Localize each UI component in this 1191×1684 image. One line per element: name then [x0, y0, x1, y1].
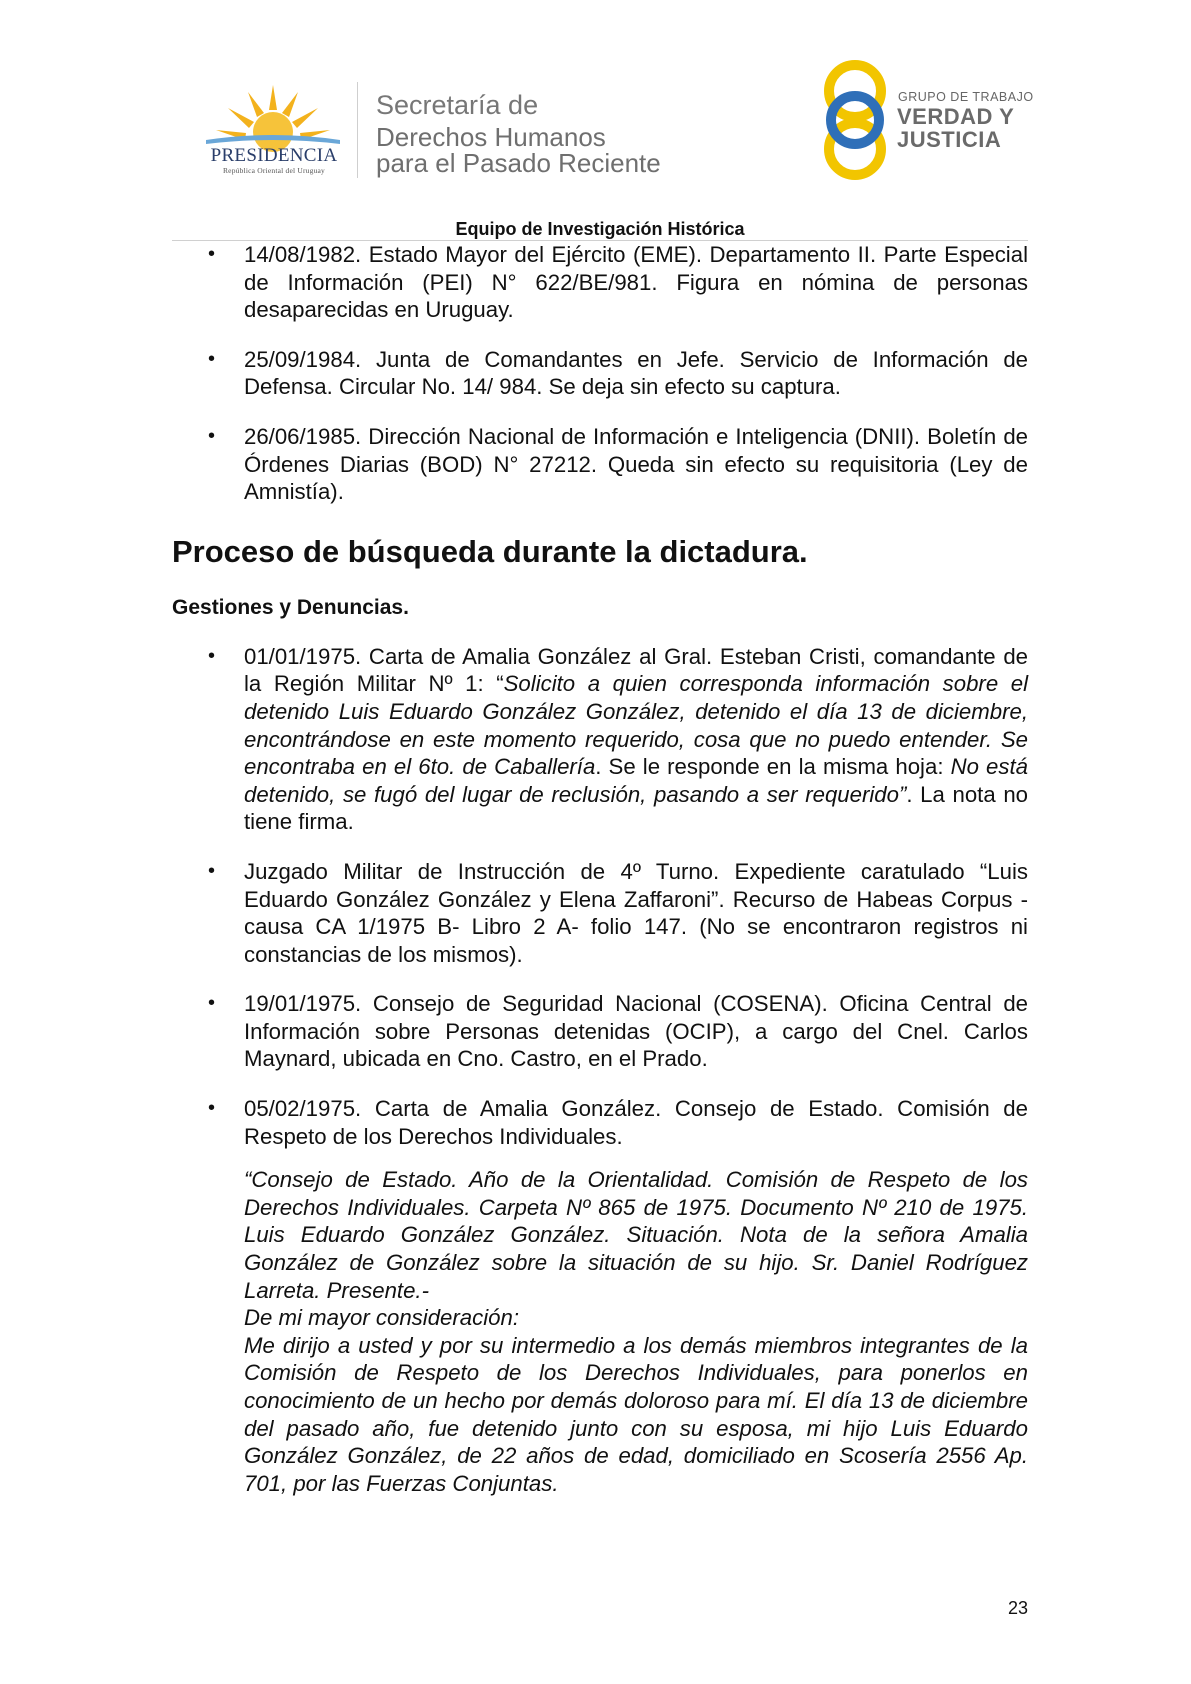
quote-paragraph-1: “Consejo de Estado. Año de la Orientalidad. Comisión de Respeto de los Derechos Individuales. Carpeta Nº 865 de 1975. Documento Nº 210 de 1975. Luis Eduardo González González. Situación. Nota de la señora Amalia González de González sobre la situación de su hijo. Sr. Daniel Rodríguez Larreta. Presente.- [244, 1167, 1028, 1303]
secretaria-line-2: Derechos Humanos [376, 122, 606, 152]
subsection-heading: Gestiones y Denuncias. [172, 595, 409, 619]
header-divider [357, 82, 358, 178]
quoted-letter [172, 1166, 1028, 1497]
team-title: Equipo de Investigación Histórica [455, 219, 745, 239]
list-item-carta-cristi [172, 643, 1028, 836]
page-number: 23 [1007, 1598, 1028, 1618]
list-item: • 26/06/1985. Dirección Nacional de Información e Inteligencia (DNII). Boletín de Órdenes Diarias (BOD) N° 27212. Queda sin efecto su requisitoria (Ley de Amnistía). [172, 423, 1028, 506]
justicia-label: JUSTICIA [897, 127, 1002, 152]
list-item-cosena: • 19/01/1975. Consejo de Seguridad Nacional (COSENA). Oficina Central de Información sobre Personas detenidas (OCIP), a cargo del Cnel. Carlos Maynard, ubicada en Cno. Castro, en el Prado. [172, 990, 1028, 1073]
bullet1-text-b: . Se le responde en la misma hoja: [595, 754, 951, 780]
list-item: • 14/08/1982. Estado Mayor del Ejército (EME). Departamento II. Parte Especial de Información (PEI) N° 622/BE/981. Figura en nómina de personas desaparecidas en Uruguay. [172, 241, 1028, 324]
section-heading: Proceso de búsqueda durante la dictadura. [172, 533, 808, 569]
verdad-justicia-logo [820, 58, 890, 182]
republica-label: República Oriental del Uruguay [222, 166, 325, 175]
page-content [172, 241, 1028, 1497]
bullet1-quote-b: No está detenido, se fugó del lugar de reclusión, pasando a ser requerido” [244, 754, 1028, 807]
list-item-consejo-estado: • 05/02/1975. Carta de Amalia González. Consejo de Estado. Comisión de Respeto de los Derechos Individuales. [172, 1095, 1028, 1150]
quote-paragraph-3: Me dirijo a usted y por su intermedio a los demás miembros integrantes de la Comisión de Respeto de los Derechos Individuales, para ponerlos en conocimiento de un hecho por demás doloroso para mí. El día 13 de diciembre del pasado año, fue detenido junto con su esposa, mi hijo Luis Eduardo González González, de 22 años de edad, domiciliado en Scosería 2556 Ap. 701, por las Fuerzas Conjuntas. [244, 1332, 1028, 1496]
bullet1-text-c: . La nota no tiene firma. [244, 781, 1028, 835]
grupo-trabajo-label: GRUPO DE TRABAJO [898, 90, 1034, 104]
quote-paragraph-2: De mi mayor consideración: [244, 1305, 519, 1331]
bullet1-quote-a: Solicito a quien corresponda información sobre el detenido Luis Eduardo González González, detenido el día 13 de diciembre, encontrándose en este momento requerido, cosa que no puedo entender. Se encontraba en el 6to. de Caballería [244, 671, 1028, 780]
list-item-juzgado: • Juzgado Militar de Instrucción de 4º Turno. Expediente caratulado “Luis Eduardo González González y Elena Zaffaroni”. Recurso de Habeas Corpus - causa CA 1/1975 B- Libro 2 A- folio 147. (No se encontraron registros ni constancias de los mismos). [172, 858, 1028, 968]
bullet1-text-a: 01/01/1975. Carta de Amalia González al Gral. Esteban Cristi, comandante de la Región Militar Nº 1: “ [244, 643, 1028, 697]
list-item: • 25/09/1984. Junta de Comandantes en Jefe. Servicio de Información de Defensa. Circular No. 14/ 984. Se deja sin efecto su captura. [172, 346, 1028, 401]
gestiones-bullet-list [172, 643, 1028, 1151]
verdad-y-label: VERDAD Y [897, 104, 1015, 129]
page-header [0, 0, 1191, 239]
top-bullet-list [172, 241, 1028, 506]
presidencia-label: PRESIDENCIA [210, 145, 338, 166]
secretaria-line-1: Secretaría de [376, 90, 539, 120]
secretaria-line-3: para el Pasado Reciente [376, 148, 661, 178]
